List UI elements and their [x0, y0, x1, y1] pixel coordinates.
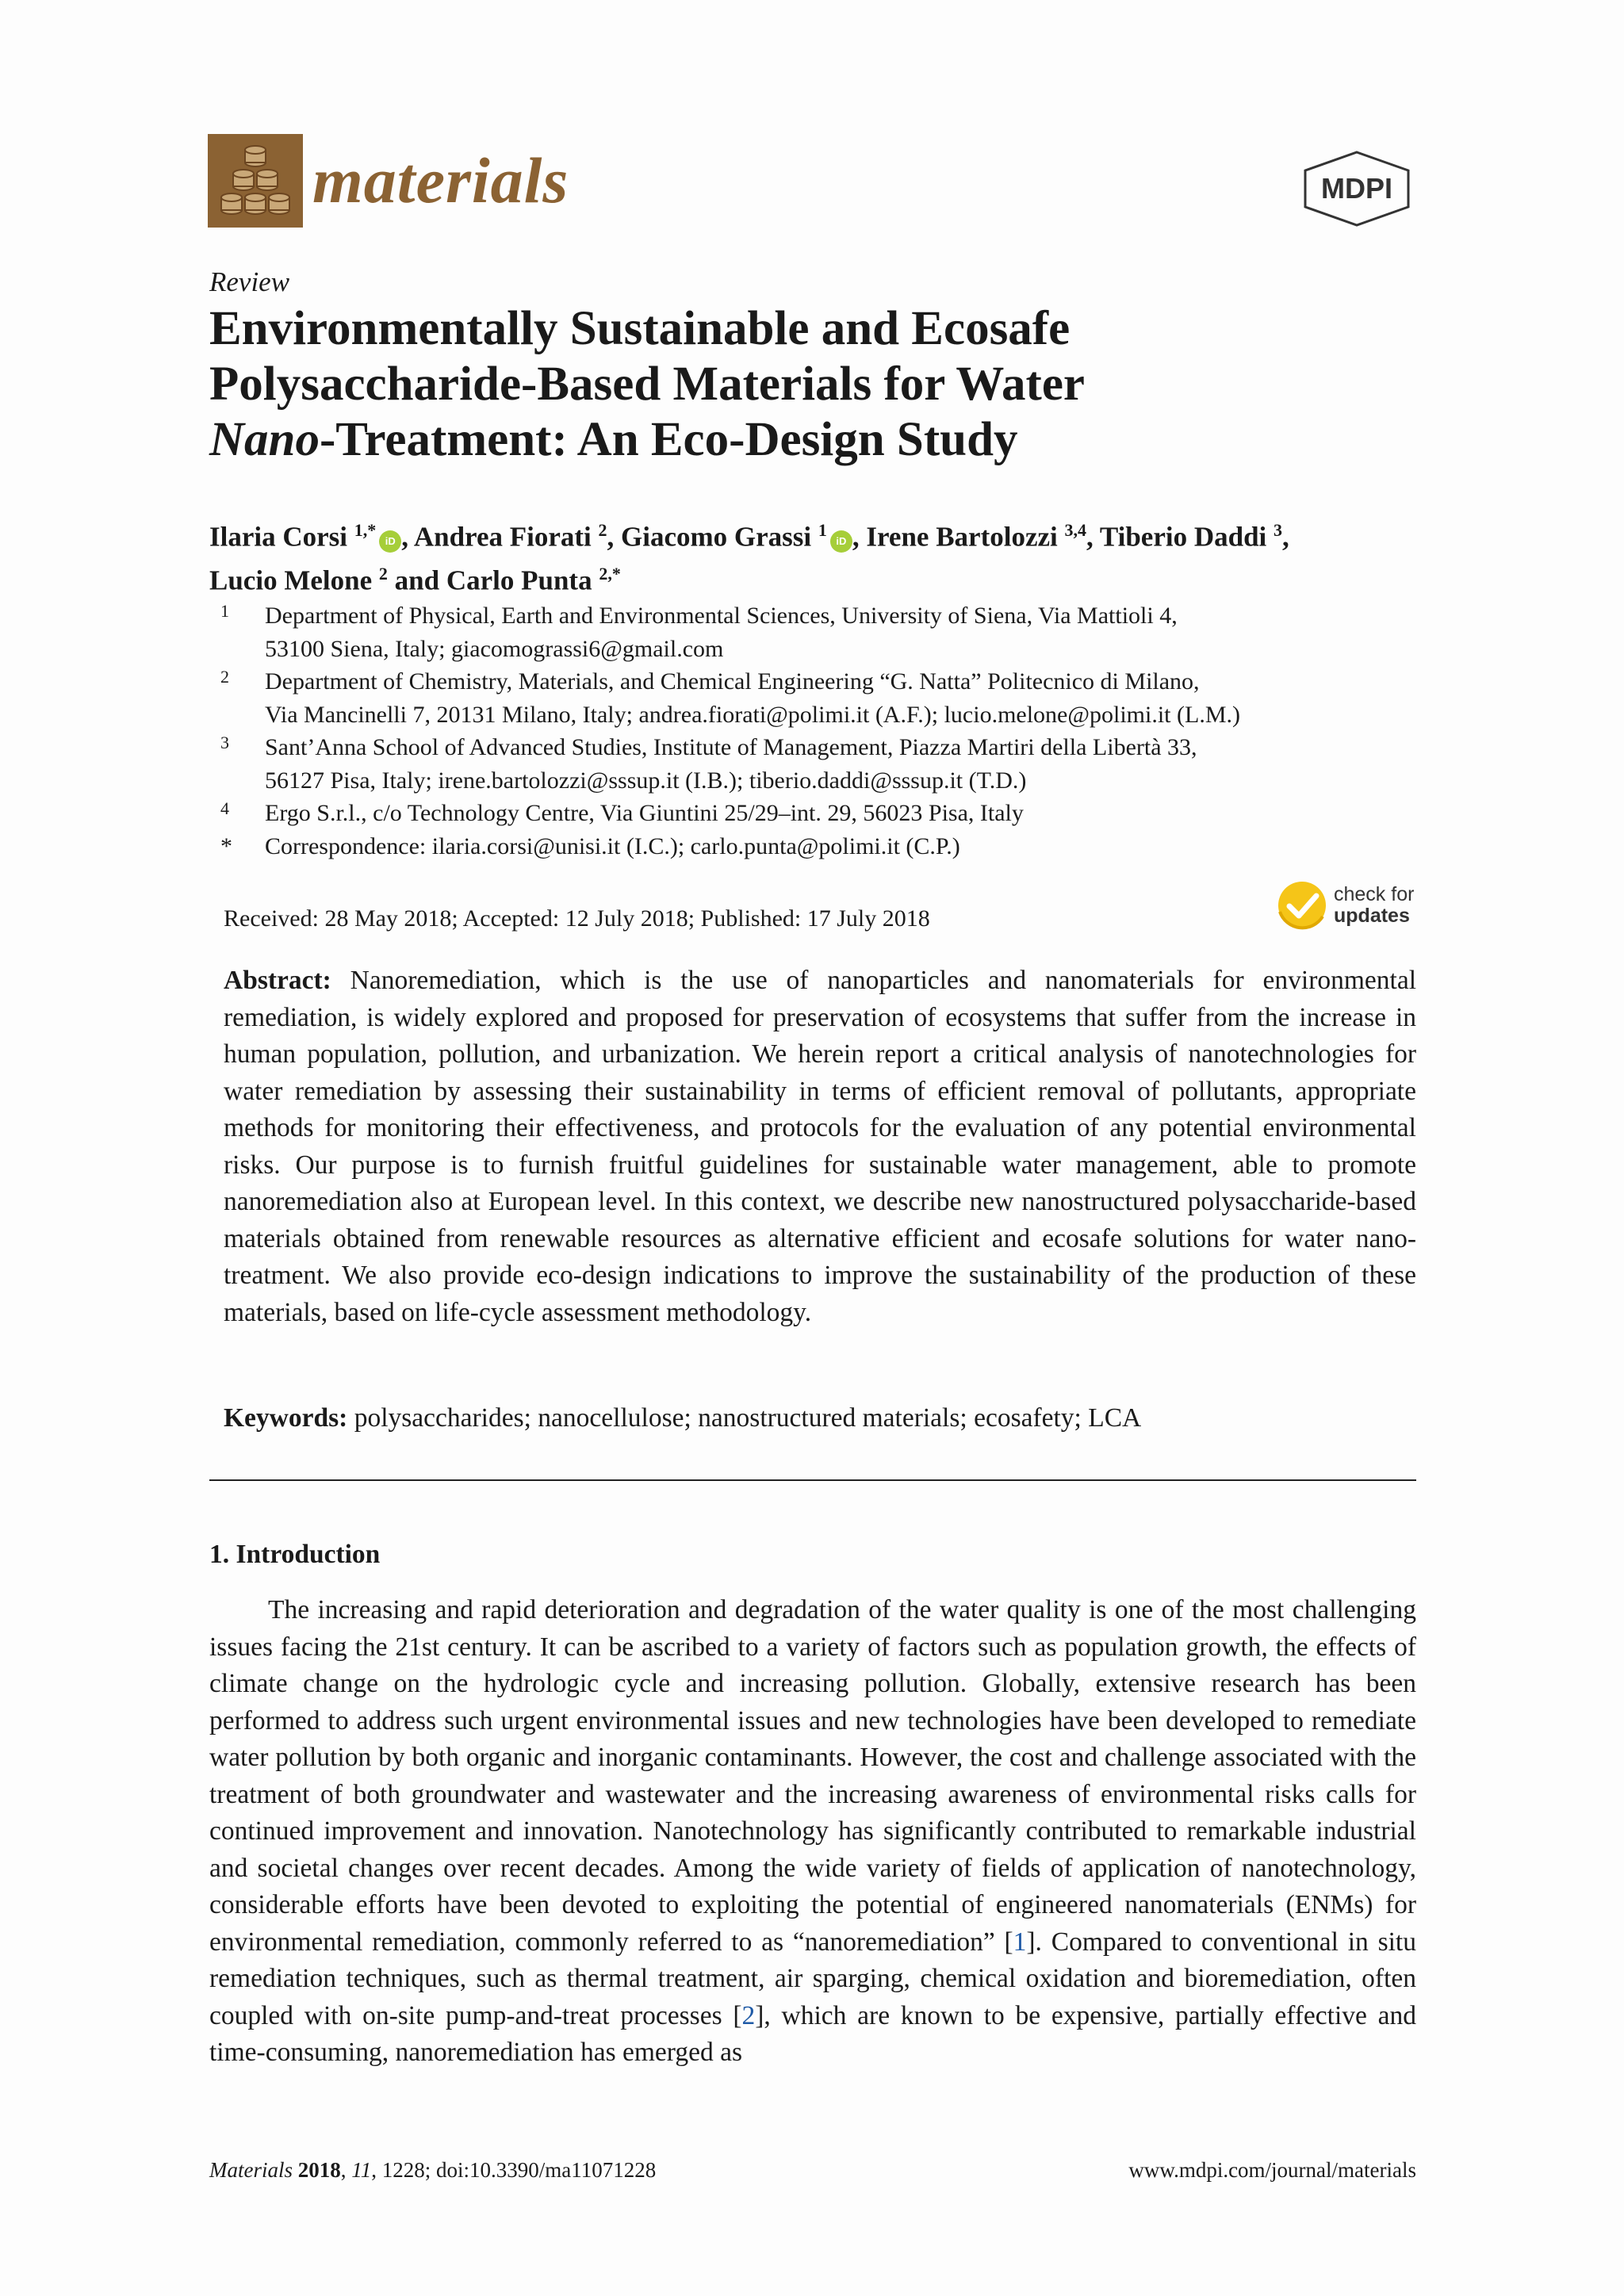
affiliation-line: 56127 Pisa, Italy; irene.bartolozzi@sssup.it (I.B.); tiberio.daddi@sssup.it (T.D.): [265, 767, 1027, 794]
title-line-2: Polysaccharide-Based Materials for Water: [209, 358, 1085, 411]
introduction-paragraph: The increasing and rapid deterioration and degradation of the water quality is one of the most challenging issues facing the 21st century. It can be ascribed to a variety of factors such as population growth, the effects of climate change on the hydrologic cycle and increasing pollution. Globally, extensive research has been performed to address such urgent environmental issues and new technologies have been developed to remediate water pollution by both organic and inorganic contaminants. However, the cost and challenge associated with the treatment of both groundwater and wastewater and the increasing awareness of environmental risks calls for continued improvement and innovation. Nanotechnology has significantly contributed to remarkable industrial and societal changes over recent decades. Among the wide variety of fields of application of nanotechnology, considerable efforts have been devoted to exploiting the potential of engineered nanomaterials (ENMs) for environmental remediation, commonly referred to as “nanoremediation” [1]. Compared to conventional in situ remediation techniques, such as thermal treatment, air sparging, chemical oxidation and bioremediation, often coupled with on-site pump-and-treat processes [2], which are known to be expensive, partially effective and time-consuming, nanoremediation has emerged as: [209, 1595, 1416, 2067]
citation-link-1[interactable]: 1: [1013, 1927, 1027, 1957]
author-name: Irene Bartolozzi: [866, 521, 1065, 553]
article-type: Review: [209, 266, 290, 297]
footer-url[interactable]: www.mdpi.com/journal/materials: [1128, 2158, 1416, 2182]
affiliation-list: [220, 599, 1457, 863]
correspondence: [220, 830, 1457, 863]
abstract: [224, 962, 1416, 1331]
author-affiliation-marker: 1,*: [354, 520, 377, 540]
abstract-label: Abstract:: [224, 966, 331, 995]
keywords-text: polysaccharides; nanocellulose; nanostructured materials; ecosafety; LCA: [354, 1403, 1142, 1433]
keywords-label: Keywords:: [224, 1403, 348, 1433]
author-affiliation-marker: 1: [818, 520, 827, 540]
section-divider: [209, 1479, 1416, 1481]
author-name: Andrea Fiorati: [413, 521, 599, 553]
check-updates-icon: [1277, 880, 1327, 931]
author-affiliation-marker: 2,*: [599, 563, 621, 584]
title-line-1: Environmentally Sustainable and Ecosafe: [209, 302, 1071, 355]
title-italic-nano: Nano: [209, 413, 320, 466]
correspondence-text: Correspondence: ilaria.corsi@unisi.it (I.C.); carlo.punta@polimi.it (C.P.): [265, 832, 960, 859]
check-for-updates-button[interactable]: [1277, 880, 1414, 931]
author-name: Ilaria Corsi: [209, 521, 354, 553]
journal-logo[interactable]: [208, 133, 569, 228]
citation-link-2[interactable]: 2: [741, 2000, 756, 2030]
affiliation-item: [220, 797, 1457, 830]
author-affiliation-marker: 2: [598, 520, 607, 540]
affiliation-line: Department of Physical, Earth and Environmental Sciences, University of Siena, Via Mattioli 4,: [265, 603, 1178, 629]
abstract-text: Nanoremediation, which is the use of nanoparticles and nanomaterials for environmental remediation, is widely explored and proposed for preservation of ecosystems that suffer from the increase in human population, pollution, and urbanization. We herein report a critical analysis of nanotechnologies for water remediation by assessing their sustainability in terms of efficient removal of pollutants, appropriate methods for monitoring their effectiveness, and protocols for the evaluation of any potential environmental risks. Our purpose is to furnish fruitful guidelines for sustainable water management, able to promote nanoremediation also at European level. In this context, we describe new nanostructured polysaccharide-based materials obtained from renewable resources as alternative efficient and ecosafe solutions for water nano-treatment. We also provide eco-design indications to improve the sustainability of the production of these materials, based on life-cycle assessment methodology.: [224, 966, 1417, 1327]
affiliation-line: Sant’Anna School of Advanced Studies, Institute of Management, Piazza Martiri della Libertà 33,: [265, 734, 1197, 760]
orcid-icon[interactable]: iD: [379, 530, 401, 553]
affiliation-number: 4: [220, 798, 229, 818]
keywords: [224, 1400, 1416, 1437]
author-affiliation-marker: 2: [378, 563, 388, 584]
footer-citation: Materials 2018, 11, 1228; doi:10.3390/ma11071228: [209, 2158, 657, 2182]
affiliation-item: [220, 599, 1457, 665]
affiliation-line: Department of Chemistry, Materials, and Chemical Engineering “G. Natta” Politecnico di Milano,: [265, 668, 1200, 695]
author-affiliation-marker: 3: [1274, 520, 1283, 540]
journal-logo-icon: [208, 134, 303, 228]
correspondence-marker: *: [220, 832, 232, 859]
author-list: Ilaria Corsi $^{1,*}$iD , Andrea Fiorati $^2$, Giacomo Grassi $^1$iD , Irene Bartolozzi $^{3,4}$, Tiberio Daddi $^3$, Lucio Melone $^2$ and Carlo Punta $^{2,*}$: [209, 520, 1289, 596]
journal-name: materials: [312, 144, 569, 216]
affiliation-number: 3: [220, 733, 229, 752]
affiliation-line: 53100 Siena, Italy; giacomograssi6@gmail.com: [265, 635, 724, 662]
author-name: Giacomo Grassi: [621, 521, 818, 553]
affiliation-item: [220, 731, 1457, 797]
affiliation-number: 1: [220, 601, 229, 621]
author-affiliation-marker: 3,4: [1064, 520, 1087, 540]
author-name: Carlo Punta: [446, 564, 599, 596]
affiliation-number: 2: [220, 667, 229, 687]
title-line-3: Nano-Treatment: An Eco-Design Study: [209, 413, 1018, 466]
check-updates-line1: check for: [1334, 883, 1415, 905]
check-updates-line2: updates: [1334, 905, 1410, 927]
publication-dates: Received: 28 May 2018; Accepted: 12 July 2018; Published: 17 July 2018: [224, 905, 930, 932]
publisher-name: MDPI: [1321, 172, 1392, 205]
section-heading: 1. Introduction: [209, 1540, 381, 1569]
affiliation-line: Ergo S.r.l., c/o Technology Centre, Via Giuntini 25/29–int. 29, 56023 Pisa, Italy: [265, 800, 1024, 826]
orcid-icon[interactable]: iD: [830, 530, 852, 553]
publisher-logo[interactable]: [1300, 149, 1413, 228]
affiliation-item: [220, 665, 1457, 731]
article-title: [209, 301, 1446, 468]
affiliation-line: Via Mancinelli 7, 20131 Milano, Italy; andrea.fiorati@polimi.it (A.F.); lucio.melone@polimi.it (L.M.): [265, 701, 1240, 728]
author-name: Lucio Melone: [209, 564, 379, 596]
author-name: Tiberio Daddi: [1099, 521, 1274, 553]
